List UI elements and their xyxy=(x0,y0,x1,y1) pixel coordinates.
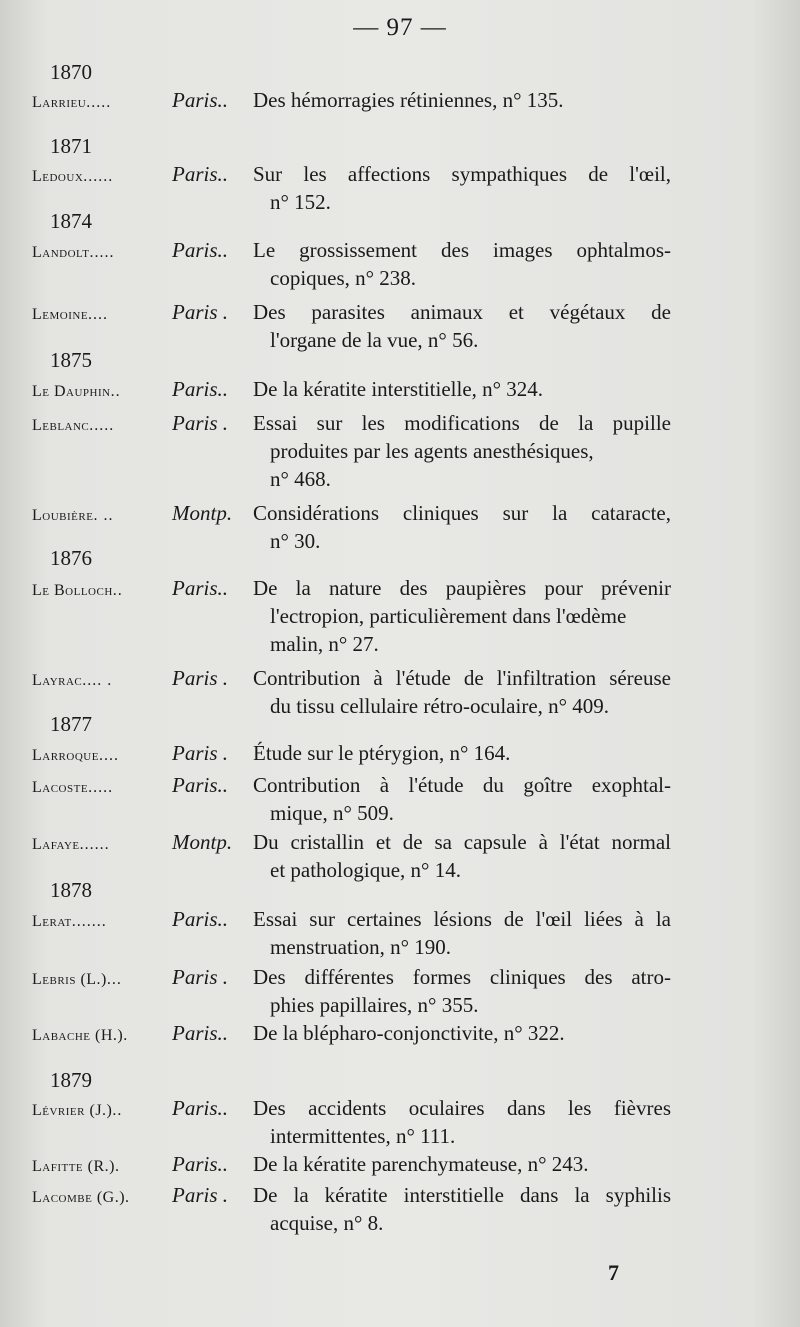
thesis-title-continued: du tissu cellulaire rétro-oculaire, n° 409. xyxy=(270,694,610,718)
thesis-title: Contribution à l'étude du goître exophtal- xyxy=(253,773,671,797)
city: Paris . xyxy=(172,411,229,435)
author-name: Le Bolloch.. xyxy=(32,582,123,599)
author-name: Lebris (L.)... xyxy=(32,971,122,988)
thesis-title-continued: l'organe de la vue, n° 56. xyxy=(270,328,479,352)
thesis-title: Considérations cliniques sur la cataracte, xyxy=(253,501,671,525)
city: Paris . xyxy=(172,965,229,989)
year-heading: 1876 xyxy=(50,546,92,570)
thesis-title: Des accidents oculaires dans les fièvres xyxy=(253,1096,671,1120)
thesis-title-continued: n° 152. xyxy=(270,190,331,214)
year-heading: 1870 xyxy=(50,60,92,84)
year-heading: 1874 xyxy=(50,209,92,233)
thesis-title: Essai sur les modifications de la pupille xyxy=(253,411,671,435)
thesis-title-continued: intermittentes, n° 111. xyxy=(270,1124,456,1148)
year-heading: 1875 xyxy=(50,348,92,372)
page-number: — 97 — xyxy=(353,14,447,41)
city: Paris.. xyxy=(172,1096,229,1120)
author-name: Le Dauphin.. xyxy=(32,383,121,400)
thesis-title-continued: n° 468. xyxy=(270,467,331,491)
author-name: Lévrier (J.).. xyxy=(32,1102,123,1119)
city: Paris.. xyxy=(172,377,229,401)
thesis-title-continued: n° 30. xyxy=(270,529,321,553)
author-name: Leblanc..... xyxy=(32,417,115,434)
thesis-title: Des hémorragies rétiniennes, n° 135. xyxy=(253,88,564,112)
thesis-title-continued: acquise, n° 8. xyxy=(270,1211,384,1235)
city: Paris.. xyxy=(172,238,229,262)
city: Paris.. xyxy=(172,907,229,931)
author-name: Larroque.... xyxy=(32,747,119,764)
thesis-title-continued: et pathologique, n° 14. xyxy=(270,858,461,882)
thesis-title: De la nature des paupières pour prévenir xyxy=(253,576,671,600)
city: Montp. xyxy=(172,830,233,854)
author-name: Layrac.... . xyxy=(32,672,113,689)
thesis-title: Essai sur certaines lésions de l'œil liées à la xyxy=(253,907,671,931)
thesis-title-continued: menstruation, n° 190. xyxy=(270,935,452,959)
thesis-title: Contribution à l'étude de l'infiltration séreuse xyxy=(253,666,671,690)
thesis-title: De la kératite interstitielle dans la syphilis xyxy=(253,1183,671,1207)
city: Paris.. xyxy=(172,1021,229,1045)
city: Paris . xyxy=(172,741,229,765)
thesis-title: De la kératite interstitielle, n° 324. xyxy=(253,377,544,401)
thesis-title: Des différentes formes cliniques des atro- xyxy=(253,965,671,989)
thesis-title-continued: phies papillaires, n° 355. xyxy=(270,993,479,1017)
thesis-title-continued: l'ectropion, particulièrement dans l'œdème xyxy=(270,604,627,628)
thesis-title: Des parasites animaux et végétaux de xyxy=(253,300,671,324)
city: Paris.. xyxy=(172,773,229,797)
city: Paris.. xyxy=(172,88,229,112)
city: Montp. xyxy=(172,501,233,525)
year-heading: 1879 xyxy=(50,1068,92,1092)
year-heading: 1877 xyxy=(50,712,92,736)
thesis-title-continued: copiques, n° 238. xyxy=(270,266,417,290)
city: Paris.. xyxy=(172,576,229,600)
author-name: Lemoine.... xyxy=(32,306,109,323)
thesis-title-continued: mique, n° 509. xyxy=(270,801,394,825)
thesis-title-continued: malin, n° 27. xyxy=(270,632,379,656)
author-name: Labache (H.). xyxy=(32,1027,128,1044)
thesis-title: Du cristallin et de sa capsule à l'état normal xyxy=(253,830,671,854)
author-name: Landolt..... xyxy=(32,244,115,261)
author-name: Larrieu..... xyxy=(32,94,112,111)
city: Paris . xyxy=(172,300,229,324)
city: Paris.. xyxy=(172,1152,229,1176)
year-heading: 1871 xyxy=(50,134,92,158)
author-name: Lerat....... xyxy=(32,913,107,930)
year-heading: 1878 xyxy=(50,878,92,902)
author-name: Lafitte (R.). xyxy=(32,1158,120,1175)
thesis-title: Étude sur le ptérygion, n° 164. xyxy=(253,741,511,765)
city: Paris . xyxy=(172,1183,229,1207)
city: Paris . xyxy=(172,666,229,690)
thesis-title: De la kératite parenchymateuse, n° 243. xyxy=(253,1152,589,1176)
signature-mark: 7 xyxy=(608,1260,619,1285)
author-name: Lacoste..... xyxy=(32,779,114,796)
thesis-title-continued: produites par les agents anesthésiques, xyxy=(270,439,594,463)
thesis-title: Sur les affections sympathiques de l'œil, xyxy=(253,162,671,186)
author-name: Loubière. .. xyxy=(32,507,114,524)
author-name: Lafaye...... xyxy=(32,836,110,853)
thesis-title: De la blépharo-conjonctivite, n° 322. xyxy=(253,1021,565,1045)
city: Paris.. xyxy=(172,162,229,186)
author-name: Lacombe (G.). xyxy=(32,1189,130,1206)
thesis-title: Le grossissement des images ophtalmos- xyxy=(253,238,671,262)
author-name: Ledoux...... xyxy=(32,168,114,185)
